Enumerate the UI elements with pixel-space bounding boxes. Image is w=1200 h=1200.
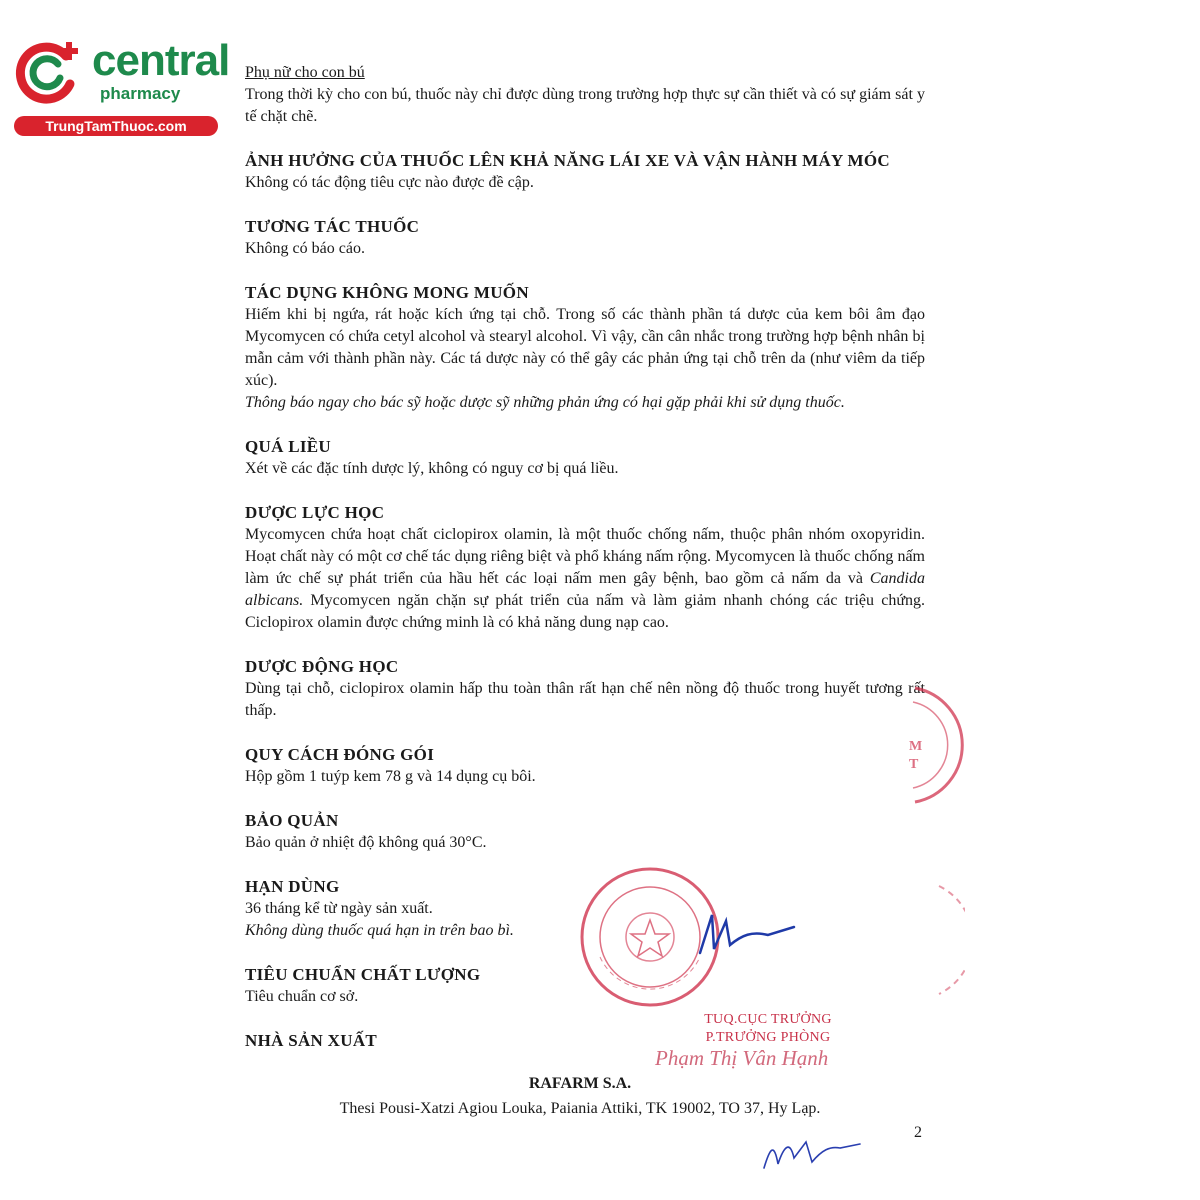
- section-text: Trong thời kỳ cho con bú, thuốc này chỉ được dùng trong trường hợp thực sự cần thiết và có sự giám sát y tế chặt chẽ.: [245, 86, 925, 125]
- logo-website: TrungTamThuoc.com: [14, 116, 218, 136]
- section-driving: [245, 150, 925, 194]
- signer-name: Phạm Thị Vân Hạnh: [655, 1046, 829, 1070]
- logo-subtitle: pharmacy: [100, 84, 181, 103]
- section-heading: TƯƠNG TÁC THUỐC: [245, 217, 420, 236]
- section-heading: BẢO QUẢN: [245, 811, 339, 830]
- section-text: Không có tác động tiêu cực nào được đề cập.: [245, 174, 534, 191]
- svg-text:T: T: [909, 757, 919, 772]
- section-pharmacodynamics: [245, 502, 925, 634]
- central-pharmacy-logo: [8, 36, 230, 136]
- section-heading: DƯỢC LỰC HỌC: [245, 503, 385, 522]
- partial-stamp-icon: [895, 680, 975, 810]
- species-name: Candida albicans.: [245, 570, 925, 609]
- section-text: Hiếm khi bị ngứa, rát hoặc kích ứng tại chỗ. Trong số các thành phần tá dược của kem bôi âm đạo Mycomycen có chứa cetyl alcohol và stearyl alcohol. Vì vậy, cần cân nhắc trong trường hợp bệnh nhân bị mẫn cảm với thành phần này. Các tá dược này có thể gây các phản ứng tại chỗ trên da (như viêm da tiếp xúc).: [245, 306, 925, 389]
- section-heading: TIÊU CHUẨN CHẤT LƯỢNG: [245, 965, 481, 984]
- section-title: Phụ nữ cho con bú: [245, 64, 365, 81]
- section-packaging: [245, 744, 925, 788]
- approval-line-1: TUQ.CỤC TRƯỞNG: [704, 1012, 832, 1027]
- section-heading: QUÁ LIỀU: [245, 437, 331, 456]
- section-nursing: [245, 62, 925, 128]
- manufacturer-name: RAFARM S.A.: [528, 1075, 632, 1092]
- section-heading: QUY CÁCH ĐÓNG GÓI: [245, 745, 435, 764]
- section-heading: HẠN DÙNG: [245, 877, 340, 896]
- section-text-part: Mycomycen chứa hoạt chất ciclopirox olamin, là một thuốc chống nấm, thuộc phân nhóm oxopyridin. Hoạt chất này có một cơ chế tác dụng riêng biệt và phổ kháng nấm rộng. Mycomycen là thuốc chống nấm làm ức chế sự phát triển của hầu hết các loại nấm men gây bệnh, bao gồm cả nấm da và: [245, 526, 925, 587]
- section-heading: TÁC DỤNG KHÔNG MONG MUỐN: [245, 283, 529, 302]
- section-heading: NHÀ SẢN XUẤT: [245, 1031, 378, 1050]
- section-note: Thông báo ngay cho bác sỹ hoặc dược sỹ những phản ứng có hại gặp phải khi sử dụng thuốc.: [245, 394, 845, 411]
- page-number: 2: [914, 1124, 922, 1141]
- section-interactions: [245, 216, 925, 260]
- section-heading: DƯỢC ĐỘNG HỌC: [245, 657, 399, 676]
- section-side-effects: [245, 282, 925, 414]
- signature-icon: [690, 905, 810, 965]
- section-overdose: [245, 436, 925, 480]
- partial-stamp-edge-icon: [935, 880, 965, 1000]
- section-text: Xét về các đặc tính dược lý, không có nguy cơ bị quá liều.: [245, 460, 619, 477]
- section-pharmacokinetics: [245, 656, 925, 722]
- section-text: [245, 524, 925, 634]
- section-text: Dùng tại chỗ, ciclopirox olamin hấp thu toàn thân rất hạn chế nên nồng độ thuốc trong huyết tương rất thấp.: [245, 680, 925, 719]
- pharmacy-logo-icon: [14, 38, 84, 108]
- section-note: Không dùng thuốc quá hạn in trên bao bì.: [245, 922, 514, 939]
- section-text: Tiêu chuẩn cơ sở.: [245, 988, 359, 1005]
- manufacturer-address: Thesi Pousi-Xatzi Agiou Louka, Paiania Attiki, TK 19002, TO 37, Hy Lạp.: [339, 1100, 821, 1117]
- section-text-part: Mycomycen ngăn chặn sự phát triển của nấm và làm giảm nhanh chóng các triệu chứng. Ciclopirox olamin được chứng minh là có khả năng dung nạp cao.: [245, 592, 925, 631]
- section-text: Bảo quản ở nhiệt độ không quá 30°C.: [245, 834, 487, 851]
- svg-text:M: M: [909, 739, 923, 754]
- section-storage: [245, 810, 925, 854]
- section-heading: ẢNH HƯỞNG CỦA THUỐC LÊN KHẢ NĂNG LÁI XE VÀ VẬN HÀNH MÁY MÓC: [245, 151, 890, 170]
- section-text: Không có báo cáo.: [245, 240, 365, 257]
- initials-icon: [760, 1128, 870, 1176]
- section-text: Hộp gồm 1 tuýp kem 78 g và 14 dụng cụ bôi.: [245, 768, 536, 785]
- section-text: 36 tháng kể từ ngày sản xuất.: [245, 900, 433, 917]
- logo-brand: central: [92, 36, 230, 85]
- approval-line-2: P.TRƯỞNG PHÒNG: [705, 1030, 831, 1045]
